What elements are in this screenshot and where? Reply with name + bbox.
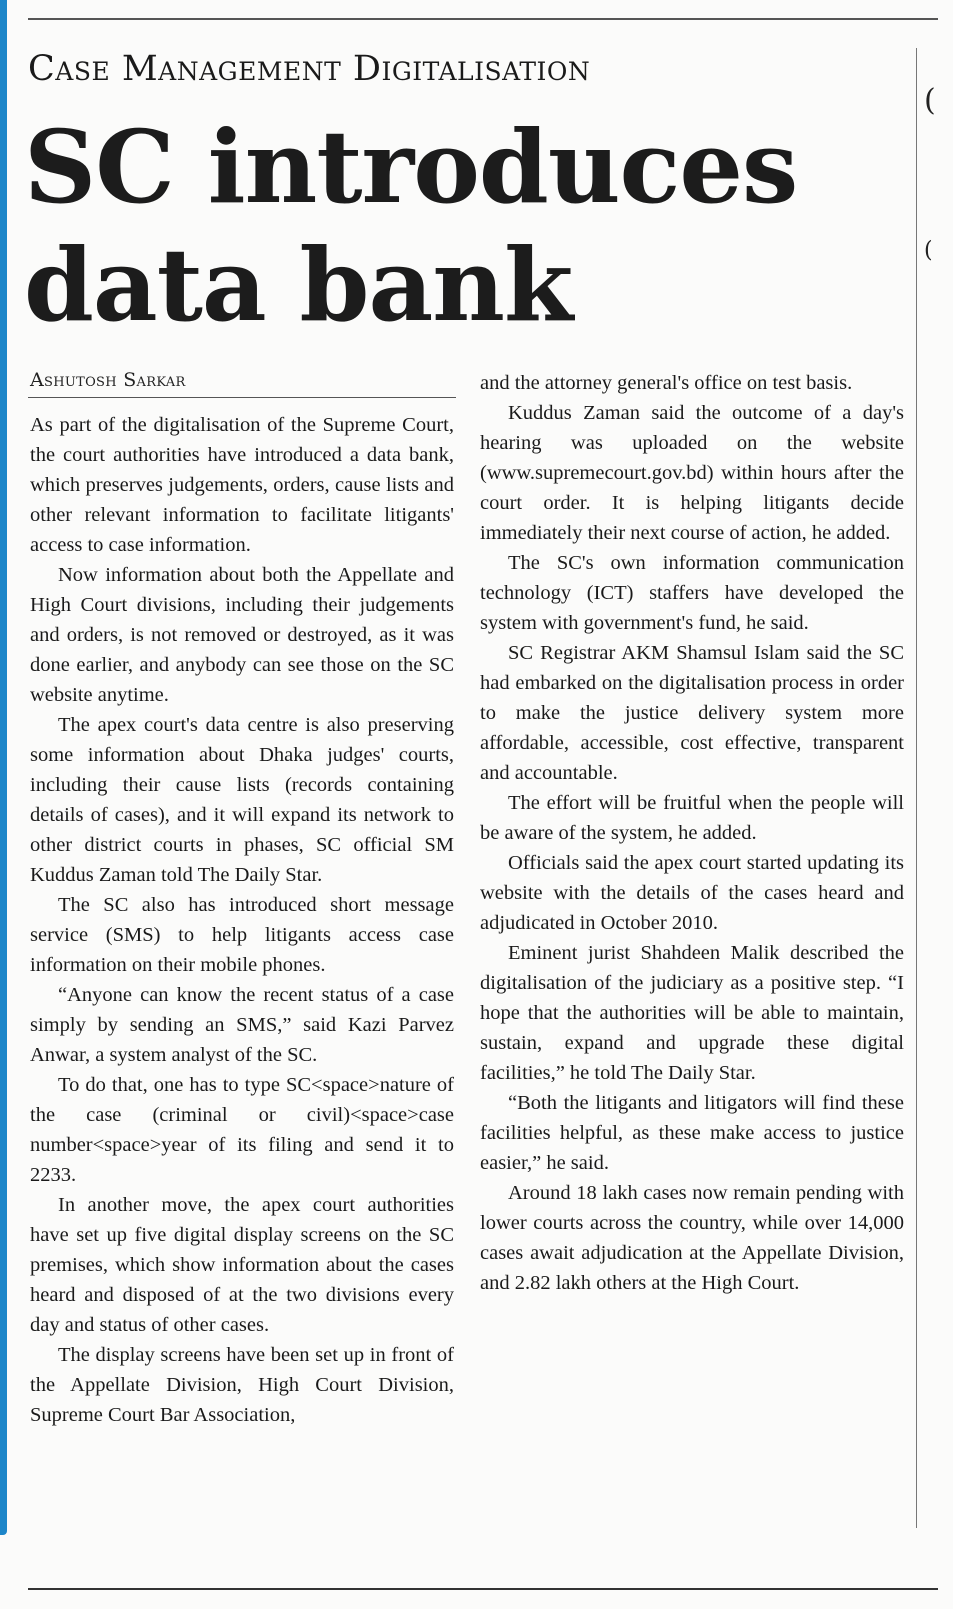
headline-line-1: SC introduces xyxy=(24,108,798,226)
paragraph: Kuddus Zaman said the outcome of a day's hearing was uploaded on the website (www.supremecourt.gov.bd) within hours after the court order. It is helping litigants decide immediately their next course of action, he added. xyxy=(480,402,904,544)
paragraph: Now information about both the Appellate and High Court divisions, including their judgements and orders, is not removed or destroyed, as it was done earlier, and anybody can see those on the SC website anytime. xyxy=(30,564,454,706)
paragraph: Eminent jurist Shahdeen Malik described the digitalisation of the judiciary as a positive step. “I hope that the authorities will be able to maintain, sustain, expand and upgrade these digital facilities,” he told The Daily Star. xyxy=(480,942,904,1084)
headline-line-2: data bank xyxy=(24,226,573,344)
paragraph: Officials said the apex court started updating its website with the details of the cases heard and adjudicated in October 2010. xyxy=(480,852,904,934)
article-column-1 xyxy=(30,410,454,1430)
paragraph: As part of the digitalisation of the Supreme Court, the court authorities have introduced a data bank, which preserves judgements, orders, cause lists and other relevant information to facilitate litigants' access to case information. xyxy=(30,414,454,556)
page-edge-accent xyxy=(0,0,7,1535)
paragraph: SC Registrar AKM Shamsul Islam said the SC had embarked on the digitalisation process in order to make the justice delivery system more affordable, accessible, cost effective, transparent and accountable. xyxy=(480,642,904,784)
paragraph: The SC's own information communication technology (ICT) staffers have developed the system with government's fund, he said. xyxy=(480,552,904,634)
bottom-rule xyxy=(28,1588,938,1590)
adjacent-article-fragment: ( xyxy=(924,238,933,263)
paragraph: The effort will be fruitful when the people will be aware of the system, he added. xyxy=(480,792,904,844)
paragraph: In another move, the apex court authorities have set up five digital display screens on the SC premises, which show information about the cases heard and disposed of at the two divisions every day and status of other cases. xyxy=(30,1194,454,1336)
article-column-2 xyxy=(480,368,904,1298)
paragraph: “Anyone can know the recent status of a case simply by sending an SMS,” said Kazi Parvez Anwar, a system analyst of the SC. xyxy=(30,984,454,1066)
paragraph: Around 18 lakh cases now remain pending with lower courts across the country, while over 14,000 cases await adjudication at the Appellate Division, and 2.82 lakh others at the High Court. xyxy=(480,1182,904,1294)
adjacent-article-fragment: ( xyxy=(924,83,936,118)
article-byline: Ashutosh Sarkar xyxy=(30,369,186,391)
top-rule xyxy=(28,18,938,20)
byline-rule xyxy=(28,397,456,398)
paragraph: The apex court's data centre is also preserving some information about Dhaka judges' courts, including their cause lists (records containing details of cases), and it will expand its network to other district courts in phases, SC official SM Kuddus Zaman told The Daily Star. xyxy=(30,714,454,886)
article-kicker: Case Management Digitalisation xyxy=(28,49,591,89)
paragraph: To do that, one has to type SC<space>nature of the case (criminal or civil)<space>case number<space>year of its filing and send it to 2233. xyxy=(30,1074,454,1186)
paragraph: The display screens have been set up in front of the Appellate Division, High Court Division, Supreme Court Bar Association, xyxy=(30,1344,454,1426)
paragraph: “Both the litigants and litigators will find these facilities helpful, as these make access to justice easier,” he said. xyxy=(480,1092,904,1174)
article-headline xyxy=(24,108,797,344)
paragraph: and the attorney general's office on test basis. xyxy=(480,372,853,394)
paragraph: The SC also has introduced short message service (SMS) to help litigants access case information on their mobile phones. xyxy=(30,894,454,976)
column-separator xyxy=(916,48,917,1528)
